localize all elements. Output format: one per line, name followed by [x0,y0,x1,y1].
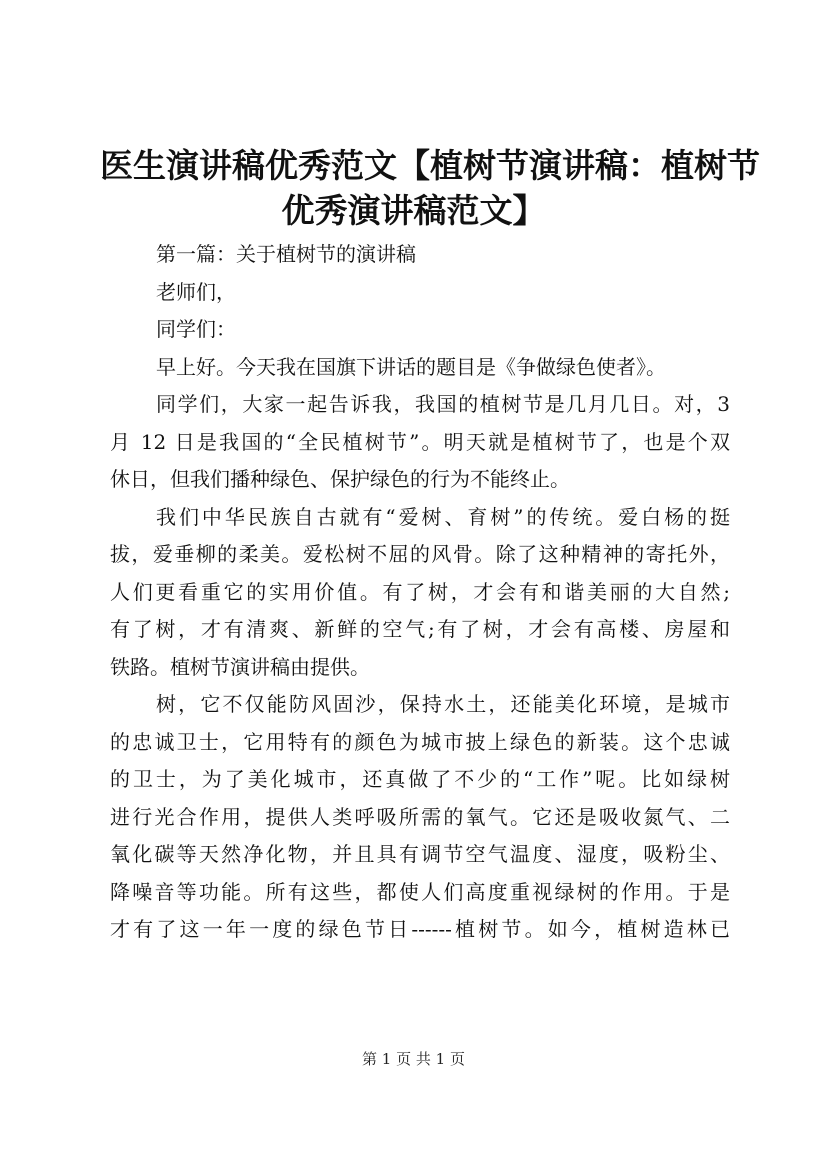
paragraph-line: 的忠诚卫士，它用特有的颜色为城市披上绿色的新装。这个忠诚 [110,729,730,754]
paragraph-line: 有了树，才有清爽、新鲜的空气;有了树，才会有高楼、房屋和 [110,617,730,641]
paragraph-line: 我们中华民族自古就有“爱树、育树”的传统。爱白杨的挺 [156,504,730,529]
paragraph-line: 同学们，大家一起告诉我，我国的植树节是几月几日。对，3 [156,392,730,416]
paragraph-line: 人们更看重它的实用价值。有了树，才会有和谐美丽的大自然; [110,579,730,604]
salutation-students: 同学们： [156,317,236,341]
section-heading: 第一篇：关于植树节的演讲稿 [156,242,416,266]
page-footer: 第 1 页 共 1 页 [362,1050,465,1068]
paragraph-line: 树，它不仅能防风固沙，保持水土，还能美化环境，是城市 [156,692,730,716]
paragraph-line: 铁路。植树节演讲稿由提供。 [110,654,370,679]
paragraph-line: 降噪音等功能。所有这些，都使人们高度重视绿树的作用。于是 [110,879,730,904]
document-title-line-1: 医生演讲稿优秀范文【植树节演讲稿：植树节 [100,146,760,185]
paragraph-line: 的卫士，为了美化城市，还真做了不少的“工作”呢。比如绿树 [110,767,730,791]
paragraph-line: 才有了这一年一度的绿色节日------植树节。如今，植树造林已 [110,917,730,941]
greeting-line: 早上好。今天我在国旗下讲话的题目是《争做绿色使者》。 [156,354,666,379]
paragraph-line: 进行光合作用，提供人类呼吸所需的氧气。它还是吸收氮气、二 [110,804,730,829]
salutation-teachers: 老师们， [156,279,236,304]
paragraph-line: 氧化碳等天然净化物，并且具有调节空气温度、湿度，吸粉尘、 [110,842,730,866]
paragraph-line: 休日，但我们播种绿色、保护绿色的行为不能终止。 [110,467,570,491]
document-body [110,236,730,949]
paragraph-line: 拔，爱垂柳的柔美。爱松树不屈的风骨。除了这种精神的寄托外， [110,542,730,566]
document-title-line-2: 优秀演讲稿范文】 [281,191,546,230]
paragraph-line: 月 12 日是我国的“全民植树节”。明天就是植树节了，也是个双 [110,429,730,454]
